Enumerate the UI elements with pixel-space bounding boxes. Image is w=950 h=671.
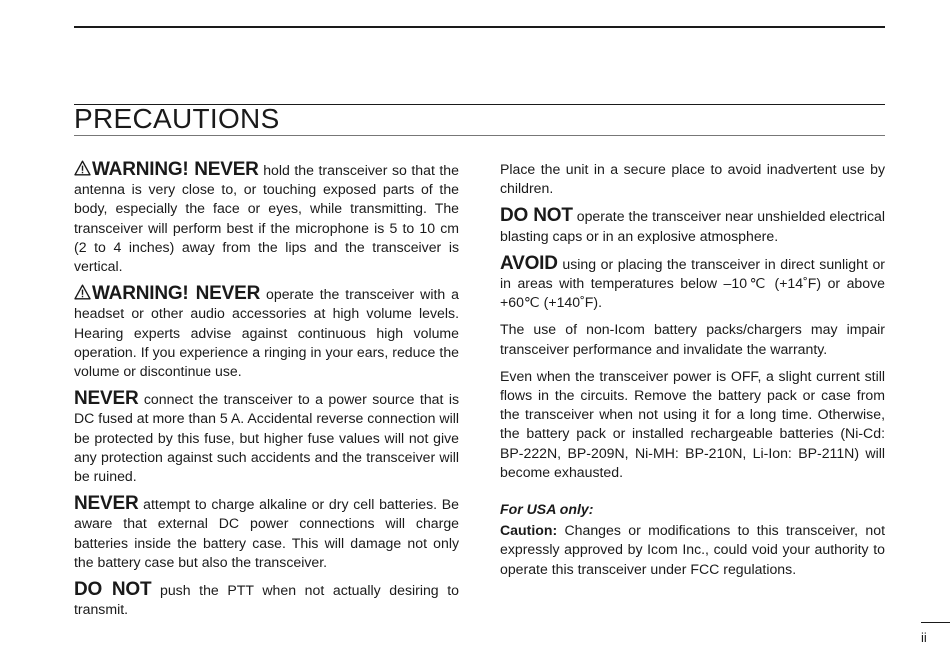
paragraph-text: Changes or modifications to this transceiver, not expressly approved by Icom Inc., could void your authority to operate this transceiver under FCC regulations. bbox=[500, 522, 885, 577]
title-rule-bottom bbox=[74, 135, 885, 136]
usa-heading: For USA only: bbox=[500, 501, 594, 518]
never-paragraph bbox=[74, 494, 459, 572]
never-paragraph bbox=[74, 389, 459, 486]
top-rule bbox=[74, 26, 885, 28]
do-not-keyword: DO NOT bbox=[74, 579, 152, 601]
warning-keyword: WARNING! NEVER bbox=[92, 159, 259, 180]
paragraph-text: operate the transceiver with a headset or other audio accessories at high volume levels. Hearing experts advise against continuous high volume operation. If you experience a ringing in your ears, reduce the volume or discontinue use. bbox=[74, 286, 459, 380]
never-keyword: NEVER bbox=[74, 388, 139, 410]
do-not-keyword: DO NOT bbox=[500, 205, 573, 227]
warning-keyword: WARNING! NEVER bbox=[92, 283, 261, 305]
warning-paragraph bbox=[74, 284, 459, 381]
caution-paragraph bbox=[500, 521, 885, 579]
secure-place-paragraph: Place the unit in a secure place to avoid inadvertent use by children. bbox=[500, 161, 885, 197]
paragraph-text: push the PTT when not actually desiring to transmit. bbox=[74, 582, 459, 618]
paragraph-text: using or placing the transceiver in direct sunlight or in areas with temperatures below –10℃ (+14˚F) or above +60℃ (+140˚F). bbox=[500, 255, 885, 311]
paragraph-text: connect the transceiver to a power source that is DC fused at more than 5 A. Accidental reverse connection will be protected by this fuse, but higher fuse values will not give any protection against such accidents and the transceiver will be ruined. bbox=[74, 391, 459, 485]
do-not-paragraph bbox=[500, 206, 885, 245]
do-not-paragraph bbox=[74, 580, 459, 619]
page-number-rule bbox=[921, 622, 950, 623]
page-number: ii bbox=[921, 630, 927, 645]
never-keyword: NEVER bbox=[74, 493, 139, 515]
warning-icon bbox=[74, 160, 91, 176]
paragraph-text: hold the transceiver so that the antenna is very close to, or touching exposed parts of the body, especially the face or eyes, while transmitting. The transceiver will perform best if the microphone is 5 to 10 cm (2 to 4 inches) away from the lips and the transceiver is vertical. bbox=[74, 162, 459, 275]
page-title: PRECAUTIONS bbox=[74, 103, 280, 134]
avoid-keyword: AVOID bbox=[500, 252, 558, 274]
power-off-paragraph: Even when the transceiver power is OFF, a slight current still flows in the circuits. Remove the battery pack or case from the transceiver when not using it for a long time. Otherwise, the battery pack or installed rechargeable batteries (Ni-Cd: BP-222N, BP-209N, Ni-MH: BP-210N, Li-Ion: BP-211N) will become exhausted. bbox=[500, 367, 885, 480]
paragraph-text: attempt to charge alkaline or dry cell batteries. Be aware that external DC power connections will charge batteries inside the battery case. This will damage not only the battery case but also the transceiver. bbox=[74, 496, 459, 570]
paragraph-text: operate the transceiver near unshielded electrical blasting caps or in an explosive atmosphere. bbox=[500, 208, 886, 244]
caution-label: Caution: bbox=[500, 522, 558, 539]
left-column bbox=[74, 160, 459, 627]
avoid-paragraph bbox=[500, 254, 885, 313]
warning-paragraph bbox=[74, 160, 459, 276]
non-icom-paragraph: The use of non-Icom battery packs/chargers may impair transceiver performance and invalidate the warranty. bbox=[500, 321, 885, 357]
right-column bbox=[500, 160, 885, 587]
warning-icon bbox=[74, 284, 91, 300]
